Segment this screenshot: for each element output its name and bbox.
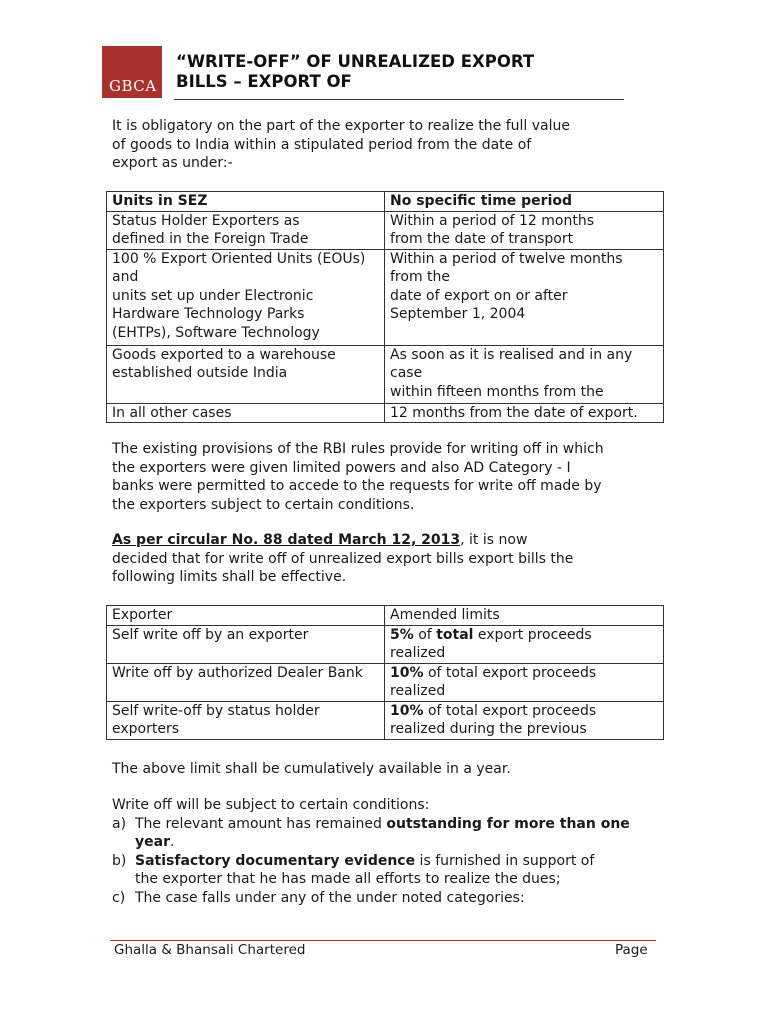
cell-line (390, 702, 658, 721)
rbi-provisions-paragraph (112, 440, 604, 514)
footer-page-label: Page (615, 942, 648, 958)
cell-text: export proceeds (473, 626, 592, 643)
intro-line: of goods to India within a stipulated period from the date of (112, 136, 532, 153)
cell-line: from the (390, 269, 451, 285)
table-header-cell: Amended limits (385, 606, 664, 626)
title-line-2: BILLS – EXPORT OF (176, 72, 352, 91)
table-row (107, 211, 664, 249)
cell-line: Write off by authorized Dealer Bank (112, 664, 363, 681)
cell-text: of total export proceeds (423, 664, 597, 681)
realization-period-table (106, 191, 664, 423)
cell-line: Within a period of 12 months (390, 212, 595, 229)
list-text: The relevant amount has remained (135, 815, 387, 832)
list-bold-text: outstanding for more than one (386, 815, 630, 832)
cell-line: September 1, 2004 (390, 306, 526, 322)
table-row (107, 403, 664, 423)
list-marker: b) (112, 852, 127, 869)
table-cell (107, 663, 385, 701)
table-cell (385, 211, 664, 249)
paragraph-line: the exporters were given limited powers and also AD Category - I (112, 459, 571, 476)
table-header-cell: Units in SEZ (107, 192, 385, 212)
conditions-intro: Write off will be subject to certain conditions: (112, 797, 430, 813)
list-item (112, 815, 630, 852)
cell-line: Goods exported to a warehouse (112, 346, 336, 363)
list-marker: a) (112, 815, 127, 832)
paragraph-line: decided that for write off of unrealized export bills export bills the (112, 550, 574, 567)
document-title (176, 52, 616, 92)
cell-line: As soon as it is realised and in any (390, 346, 633, 363)
table-cell (385, 249, 664, 345)
circular-reference: As per circular No. 88 dated March 12, 2013 (112, 532, 461, 548)
list-item (112, 852, 630, 889)
list-marker: c) (112, 889, 126, 906)
paragraph-text: , it is now (460, 532, 528, 548)
list-bold-text: Satisfactory documentary evidence (135, 852, 416, 869)
intro-line: It is obligatory on the part of the exporter to realize the full value (112, 118, 570, 134)
cell-line: (EHTPs), Software Technology (112, 324, 320, 341)
cell-line (390, 626, 658, 645)
list-item (112, 889, 630, 908)
title-divider (174, 99, 624, 100)
table-row (107, 345, 664, 403)
write-off-limits-table (106, 605, 664, 740)
cell-line: within fifteen months from the (390, 383, 604, 400)
cell-line: 100 % Export Oriented Units (EOUs) (112, 250, 366, 267)
limit-percent: 5% (390, 626, 414, 643)
title-line-1: “WRITE-OFF” OF UNREALIZED EXPORT (176, 52, 535, 71)
list-item-text (135, 815, 630, 852)
limit-percent: 10% (390, 702, 424, 719)
table-row (107, 249, 664, 345)
cell-line: 12 months from the date of export. (390, 404, 638, 421)
cell-line: units set up under Electronic (112, 287, 314, 304)
paragraph-line: The above limit shall be cumulatively available in a year. (112, 761, 511, 777)
list-item-text: The case falls under any of the under noted categories: (135, 889, 525, 906)
list-item-text (135, 852, 594, 889)
cell-line: Within a period of twelve months (390, 250, 623, 267)
paragraph-line (112, 531, 573, 550)
cell-line: exporters (112, 721, 180, 737)
cell-line: defined in the Foreign Trade (112, 231, 309, 247)
table-cell (107, 625, 385, 663)
list-text: is furnished in support of (415, 852, 595, 869)
cell-line: In all other cases (112, 404, 232, 421)
table-cell (385, 403, 664, 423)
table-header-row (107, 606, 664, 626)
paragraph-line: following limits shall be effective. (112, 569, 347, 585)
intro-line: export as under:- (112, 155, 233, 171)
cell-text: of total export proceeds (423, 702, 597, 719)
cell-line: established outside India (112, 365, 288, 381)
cell-line: realized during the previous (390, 721, 587, 737)
table-header-cell: Exporter (107, 606, 385, 626)
cell-line: case (390, 365, 423, 381)
cell-line: from the date of transport (390, 231, 574, 247)
cell-text: of (413, 626, 437, 643)
table-cell (107, 345, 385, 403)
cell-bold-text: total (436, 626, 474, 643)
table-cell (385, 625, 664, 663)
conditions-section (112, 796, 630, 907)
table-cell (385, 701, 664, 739)
cumulative-limit-paragraph (112, 760, 511, 779)
paragraph-line: the exporters subject to certain conditions. (112, 496, 415, 513)
paragraph-line: banks were permitted to accede to the requests for write off made by (112, 478, 602, 494)
cell-line (390, 664, 658, 683)
footer-firm-name: Ghalla & Bhansali Chartered (114, 942, 306, 958)
cell-line: realized (390, 645, 446, 661)
list-text: . (169, 834, 175, 850)
table-header-row (107, 192, 664, 212)
cell-line: Hardware Technology Parks (112, 306, 305, 322)
list-text: the exporter that he has made all efforts to realize the dues; (135, 871, 561, 887)
table-header-cell: No specific time period (385, 192, 664, 212)
table-row (107, 701, 664, 739)
cell-line: realized (390, 683, 446, 699)
table-cell (107, 211, 385, 249)
table-row (107, 625, 664, 663)
cell-line: Status Holder Exporters as (112, 212, 300, 229)
cell-line: Self write off by an exporter (112, 626, 309, 643)
footer-divider (110, 940, 656, 941)
list-bold-text: year (135, 834, 170, 850)
circular-paragraph (112, 531, 573, 587)
table-cell (385, 345, 664, 403)
table-row (107, 663, 664, 701)
cell-line: and (112, 269, 139, 285)
table-cell (107, 701, 385, 739)
limit-percent: 10% (390, 664, 424, 681)
paragraph-line: The existing provisions of the RBI rules provide for writing off in which (112, 441, 604, 457)
logo-text: GBCA (109, 77, 157, 95)
table-cell (107, 403, 385, 423)
table-cell (385, 663, 664, 701)
gbca-logo (102, 46, 162, 98)
cell-line: Self write-off by status holder (112, 702, 320, 719)
table-cell (107, 249, 385, 345)
intro-paragraph (112, 117, 570, 173)
cell-line: date of export on or after (390, 287, 568, 304)
